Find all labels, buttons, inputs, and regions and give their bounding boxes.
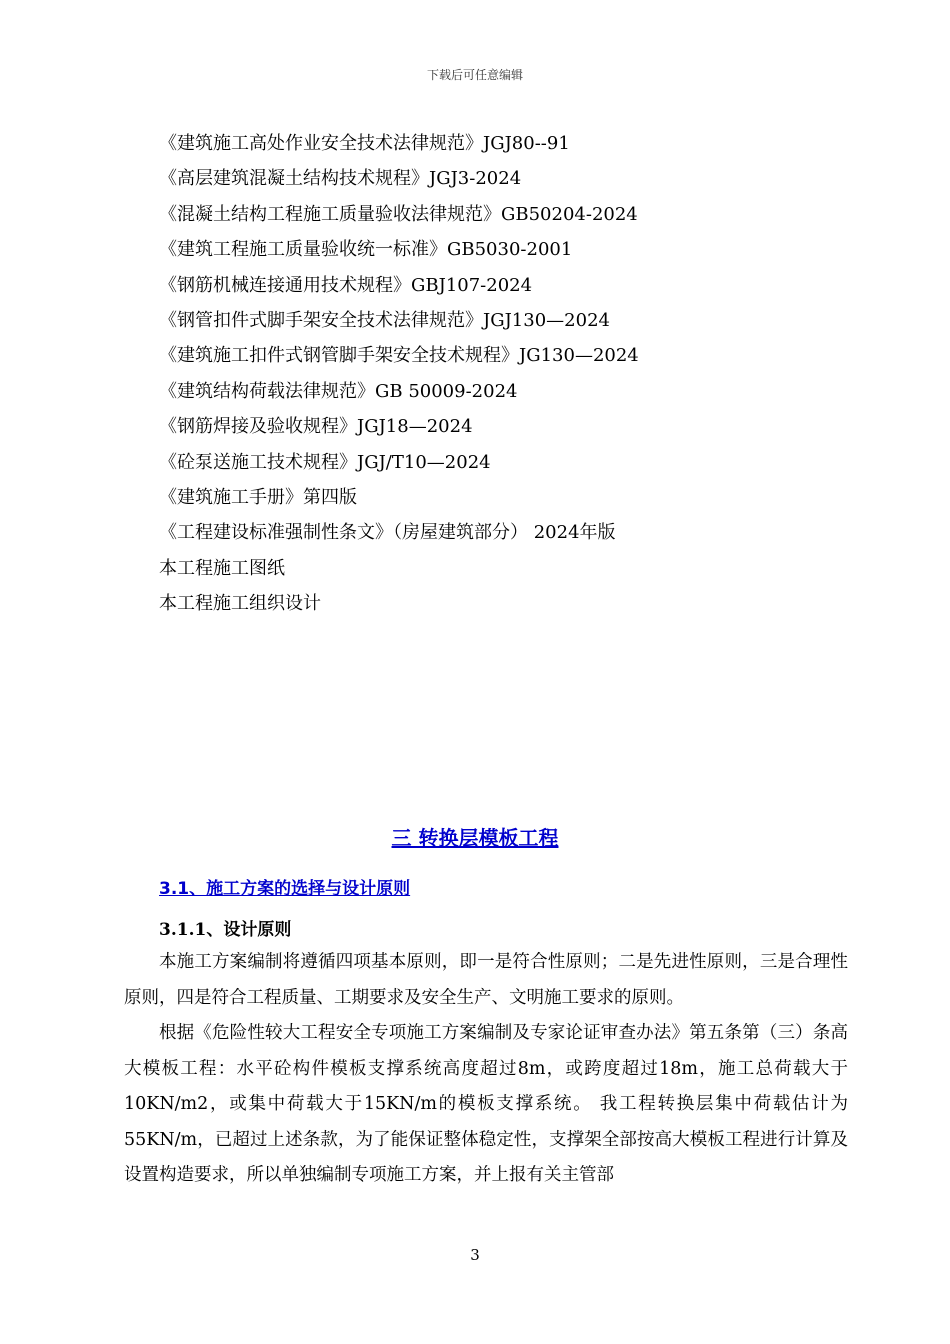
reference-item: 《混凝土结构工程施工质量验收法律规范》GB50204-2024 <box>159 203 638 225</box>
body-paragraph: 本施工方案编制将遵循四项基本原则，即一是符合性原则；二是先进性原则，三是合理性原则，四是符合工程质量、工期要求及安全生产、文明施工要求的原则。 <box>124 952 848 1008</box>
subsection-heading-link[interactable]: 3.1、施工方案的选择与设计原则 <box>159 879 411 899</box>
reference-item: 《建筑结构荷载法律规范》GB 50009-2024 <box>159 380 518 402</box>
reference-item: 《钢筋焊接及验收规程》JGJ18—2024 <box>159 416 473 438</box>
reference-item: 本工程施工图纸 <box>159 557 285 579</box>
reference-item: 《建筑施工扣件式钢管脚手架安全技术规程》JG130—2024 <box>159 345 639 367</box>
reference-list <box>159 129 859 624</box>
reference-item: 《高层建筑混凝土结构技术规程》JGJ3-2024 <box>159 168 522 190</box>
reference-item: 《钢管扣件式脚手架安全技术法律规范》JGJ130—2024 <box>159 309 610 331</box>
reference-item: 《砼泵送施工技术规程》JGJ/T10—2024 <box>159 451 491 473</box>
section-body <box>124 945 848 1194</box>
reference-item: 《建筑工程施工质量验收统一标准》GB5030-2001 <box>159 239 573 261</box>
body-paragraph: 根据《危险性较大工程安全专项施工方案编制及专家论证审查办法》第五条第（三）条高大模板工程：水平砼构件模板支撑系统高度超过8m，或跨度超过18m，施工总荷载大于10KN/m2，或集中荷载大于15KN/m的模板支撑系统。 我工程转换层集中荷载估计为55KN/m，已超过上述条款，为了能保证整体稳定性，支撑架全部按高大模板工程进行计算及设置构造要求，所以单独编制专项施工方案，并上报有关主管部 <box>124 1023 848 1185</box>
reference-item: 《工程建设标准强制性条文》（房屋建筑部分） 2024年版 <box>159 522 616 544</box>
subsubsection-heading: 3.1.1、设计原则 <box>159 920 292 940</box>
reference-item: 本工程施工组织设计 <box>159 593 321 615</box>
reference-item: 《钢筋机械连接通用技术规程》GBJ107-2024 <box>159 274 533 296</box>
reference-item: 《建筑施工手册》第四版 <box>159 486 357 508</box>
reference-item: 《建筑施工高处作业安全技术法律规范》JGJ80--91 <box>159 133 570 154</box>
page-number: 3 <box>470 1246 480 1264</box>
page-header: 下载后可任意编辑 <box>426 68 523 82</box>
section-heading-link[interactable]: 三 转换层模板工程 <box>391 826 559 850</box>
